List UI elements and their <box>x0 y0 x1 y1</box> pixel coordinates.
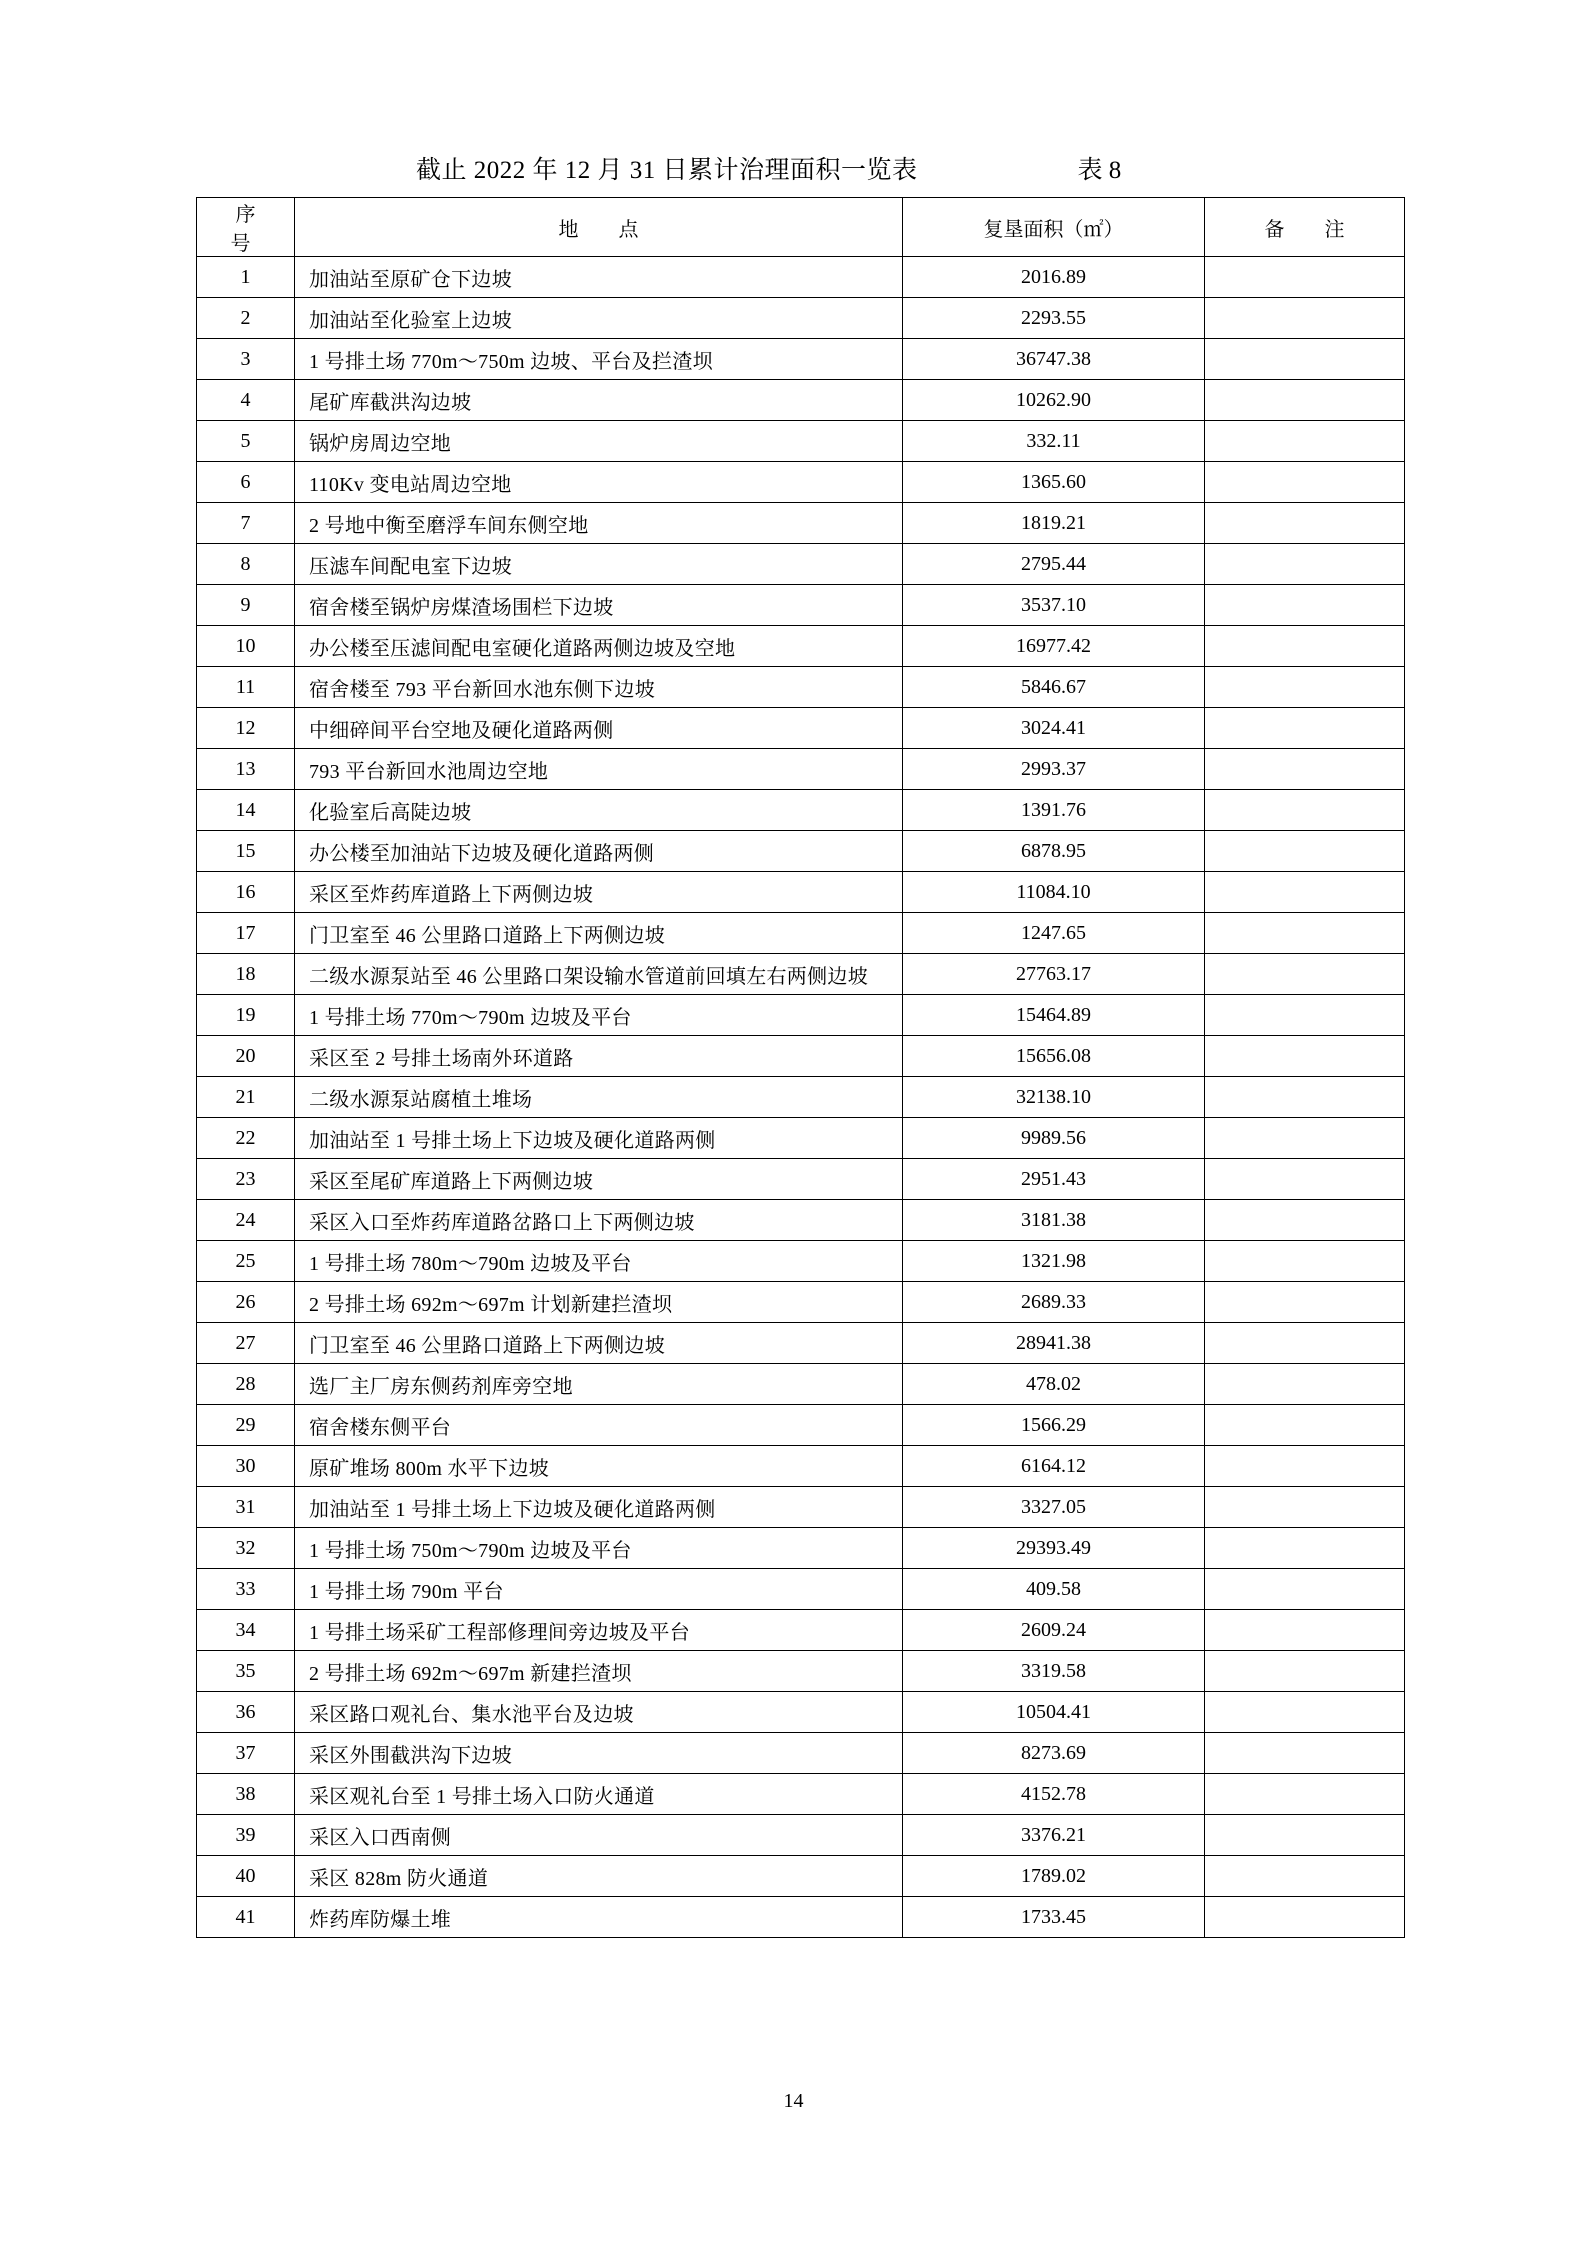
cell-place: 采区至炸药库道路上下两侧边坡 <box>295 872 903 913</box>
table-row <box>197 1323 1405 1364</box>
cell-place: 门卫室至 46 公里路口道路上下两侧边坡 <box>295 913 903 954</box>
cell-note <box>1205 1569 1405 1610</box>
table-header <box>197 198 1405 257</box>
cell-note <box>1205 1487 1405 1528</box>
table-row <box>197 544 1405 585</box>
cell-note <box>1205 995 1405 1036</box>
cell-place: 采区至 2 号排土场南外环道路 <box>295 1036 903 1077</box>
cell-note <box>1205 1897 1405 1938</box>
table-row <box>197 1200 1405 1241</box>
cell-note <box>1205 339 1405 380</box>
table-row <box>197 1856 1405 1897</box>
table-row <box>197 298 1405 339</box>
cell-area: 1247.65 <box>903 913 1205 954</box>
table-row <box>197 1897 1405 1938</box>
cell-index: 8 <box>197 544 295 585</box>
cell-area: 3327.05 <box>903 1487 1205 1528</box>
table-row <box>197 1446 1405 1487</box>
table-label: 表 8 <box>1077 157 1122 184</box>
table-row <box>197 1774 1405 1815</box>
table-row <box>197 790 1405 831</box>
table-row <box>197 1282 1405 1323</box>
cell-area: 1819.21 <box>903 503 1205 544</box>
cell-note <box>1205 1159 1405 1200</box>
cell-area: 332.11 <box>903 421 1205 462</box>
cell-index: 16 <box>197 872 295 913</box>
cell-place: 793 平台新回水池周边空地 <box>295 749 903 790</box>
cell-index: 27 <box>197 1323 295 1364</box>
page-title: 截止 2022 年 12 月 31 日累计治理面积一览表 <box>416 157 918 184</box>
cell-area: 9989.56 <box>903 1118 1205 1159</box>
cell-place: 选厂主厂房东侧药剂库旁空地 <box>295 1364 903 1405</box>
cell-note <box>1205 1405 1405 1446</box>
cell-index: 35 <box>197 1651 295 1692</box>
cell-note <box>1205 626 1405 667</box>
table-row <box>197 1118 1405 1159</box>
cell-index: 37 <box>197 1733 295 1774</box>
cell-area: 11084.10 <box>903 872 1205 913</box>
cell-area: 3376.21 <box>903 1815 1205 1856</box>
cell-note <box>1205 1323 1405 1364</box>
table-row <box>197 1569 1405 1610</box>
cell-index: 11 <box>197 667 295 708</box>
cell-area: 3024.41 <box>903 708 1205 749</box>
cell-area: 409.58 <box>903 1569 1205 1610</box>
cell-index: 3 <box>197 339 295 380</box>
table-row <box>197 1159 1405 1200</box>
cell-place: 采区入口至炸药库道路岔路口上下两侧边坡 <box>295 1200 903 1241</box>
page-number: 14 <box>783 2090 804 2112</box>
cell-place: 宿舍楼东侧平台 <box>295 1405 903 1446</box>
cell-area: 3537.10 <box>903 585 1205 626</box>
cell-area: 4152.78 <box>903 1774 1205 1815</box>
cell-area: 6878.95 <box>903 831 1205 872</box>
cell-note <box>1205 749 1405 790</box>
table-row <box>197 1815 1405 1856</box>
cell-area: 27763.17 <box>903 954 1205 995</box>
table-row <box>197 1364 1405 1405</box>
cell-area: 8273.69 <box>903 1733 1205 1774</box>
cell-area: 10262.90 <box>903 380 1205 421</box>
cell-index: 19 <box>197 995 295 1036</box>
cell-index: 2 <box>197 298 295 339</box>
cell-index: 20 <box>197 1036 295 1077</box>
cell-area: 3181.38 <box>903 1200 1205 1241</box>
cell-note <box>1205 954 1405 995</box>
cell-area: 6164.12 <box>903 1446 1205 1487</box>
cell-area: 1391.76 <box>903 790 1205 831</box>
cell-index: 30 <box>197 1446 295 1487</box>
cell-index: 12 <box>197 708 295 749</box>
table-row <box>197 257 1405 298</box>
cell-place: 炸药库防爆土堆 <box>295 1897 903 1938</box>
cell-area: 15464.89 <box>903 995 1205 1036</box>
column-header-area: 复垦面积（㎡） <box>903 198 1205 257</box>
cell-place: 采区至尾矿库道路上下两侧边坡 <box>295 1159 903 1200</box>
table-row <box>197 462 1405 503</box>
cell-index: 38 <box>197 1774 295 1815</box>
cell-place: 加油站至化验室上边坡 <box>295 298 903 339</box>
cell-index: 40 <box>197 1856 295 1897</box>
table-body <box>197 257 1405 1938</box>
cell-place: 2 号地中衡至磨浮车间东侧空地 <box>295 503 903 544</box>
cell-note <box>1205 1692 1405 1733</box>
cell-area: 478.02 <box>903 1364 1205 1405</box>
cell-index: 39 <box>197 1815 295 1856</box>
table-row <box>197 1241 1405 1282</box>
table-row <box>197 1733 1405 1774</box>
cell-place: 1 号排土场 770m～750m 边坡、平台及拦渣坝 <box>295 339 903 380</box>
cell-place: 化验室后高陡边坡 <box>295 790 903 831</box>
cell-area: 1733.45 <box>903 1897 1205 1938</box>
cell-index: 31 <box>197 1487 295 1528</box>
cell-note <box>1205 380 1405 421</box>
cell-place: 采区入口西南侧 <box>295 1815 903 1856</box>
cell-index: 24 <box>197 1200 295 1241</box>
cell-note <box>1205 831 1405 872</box>
table-row <box>197 339 1405 380</box>
cell-index: 7 <box>197 503 295 544</box>
table-row <box>197 1610 1405 1651</box>
cell-note <box>1205 585 1405 626</box>
cell-place: 1 号排土场 750m～790m 边坡及平台 <box>295 1528 903 1569</box>
table-row <box>197 1528 1405 1569</box>
cell-place: 2 号排土场 692m～697m 新建拦渣坝 <box>295 1651 903 1692</box>
cell-place: 采区路口观礼台、集水池平台及边坡 <box>295 1692 903 1733</box>
column-header-note: 备 注 <box>1205 198 1405 257</box>
table-row <box>197 626 1405 667</box>
cell-area: 1365.60 <box>903 462 1205 503</box>
cell-place: 加油站至 1 号排土场上下边坡及硬化道路两侧 <box>295 1118 903 1159</box>
table-row <box>197 995 1405 1036</box>
table-row <box>197 749 1405 790</box>
cell-note <box>1205 1200 1405 1241</box>
cell-area: 3319.58 <box>903 1651 1205 1692</box>
cell-area: 2689.33 <box>903 1282 1205 1323</box>
cell-index: 25 <box>197 1241 295 1282</box>
cell-place: 加油站至 1 号排土场上下边坡及硬化道路两侧 <box>295 1487 903 1528</box>
cell-note <box>1205 667 1405 708</box>
cell-area: 2795.44 <box>903 544 1205 585</box>
cell-note <box>1205 1528 1405 1569</box>
cell-place: 原矿堆场 800m 水平下边坡 <box>295 1446 903 1487</box>
cell-index: 15 <box>197 831 295 872</box>
cell-place: 110Kv 变电站周边空地 <box>295 462 903 503</box>
cell-index: 1 <box>197 257 295 298</box>
cell-index: 21 <box>197 1077 295 1118</box>
cell-place: 中细碎间平台空地及硬化道路两侧 <box>295 708 903 749</box>
cell-note <box>1205 544 1405 585</box>
cell-place: 宿舍楼至锅炉房煤渣场围栏下边坡 <box>295 585 903 626</box>
cell-area: 2951.43 <box>903 1159 1205 1200</box>
cell-note <box>1205 1856 1405 1897</box>
cell-place: 二级水源泵站腐植土堆场 <box>295 1077 903 1118</box>
cell-note <box>1205 1077 1405 1118</box>
cell-area: 5846.67 <box>903 667 1205 708</box>
table-row <box>197 954 1405 995</box>
table-row <box>197 1692 1405 1733</box>
table-row <box>197 831 1405 872</box>
cell-note <box>1205 257 1405 298</box>
cell-area: 28941.38 <box>903 1323 1205 1364</box>
cell-note <box>1205 1815 1405 1856</box>
cell-place: 采区 828m 防火通道 <box>295 1856 903 1897</box>
cell-note <box>1205 1651 1405 1692</box>
table-row <box>197 1651 1405 1692</box>
cell-note <box>1205 1241 1405 1282</box>
cell-place: 采区观礼台至 1 号排土场入口防火通道 <box>295 1774 903 1815</box>
table-row <box>197 1036 1405 1077</box>
reclamation-area-table <box>196 197 1405 1938</box>
cell-area: 2293.55 <box>903 298 1205 339</box>
cell-area: 15656.08 <box>903 1036 1205 1077</box>
cell-index: 34 <box>197 1610 295 1651</box>
cell-index: 28 <box>197 1364 295 1405</box>
cell-area: 1321.98 <box>903 1241 1205 1282</box>
cell-area: 2016.89 <box>903 257 1205 298</box>
cell-place: 锅炉房周边空地 <box>295 421 903 462</box>
table-row <box>197 1487 1405 1528</box>
cell-place: 2 号排土场 692m～697m 计划新建拦渣坝 <box>295 1282 903 1323</box>
cell-area: 32138.10 <box>903 1077 1205 1118</box>
table-row <box>197 872 1405 913</box>
cell-index: 6 <box>197 462 295 503</box>
cell-note <box>1205 708 1405 749</box>
cell-note <box>1205 1036 1405 1077</box>
cell-index: 10 <box>197 626 295 667</box>
cell-index: 29 <box>197 1405 295 1446</box>
cell-area: 36747.38 <box>903 339 1205 380</box>
cell-place: 加油站至原矿仓下边坡 <box>295 257 903 298</box>
cell-area: 29393.49 <box>903 1528 1205 1569</box>
cell-area: 1566.29 <box>903 1405 1205 1446</box>
cell-note <box>1205 421 1405 462</box>
table-row <box>197 503 1405 544</box>
cell-note <box>1205 1364 1405 1405</box>
title-row <box>196 150 1416 186</box>
cell-index: 41 <box>197 1897 295 1938</box>
cell-place: 办公楼至压滤间配电室硬化道路两侧边坡及空地 <box>295 626 903 667</box>
cell-note <box>1205 1446 1405 1487</box>
cell-index: 36 <box>197 1692 295 1733</box>
cell-note <box>1205 913 1405 954</box>
cell-place: 宿舍楼至 793 平台新回水池东侧下边坡 <box>295 667 903 708</box>
table-row <box>197 1077 1405 1118</box>
cell-note <box>1205 503 1405 544</box>
cell-index: 26 <box>197 1282 295 1323</box>
table-row <box>197 708 1405 749</box>
cell-note <box>1205 1610 1405 1651</box>
cell-index: 17 <box>197 913 295 954</box>
cell-place: 办公楼至加油站下边坡及硬化道路两侧 <box>295 831 903 872</box>
cell-index: 9 <box>197 585 295 626</box>
cell-index: 23 <box>197 1159 295 1200</box>
column-header-place: 地 点 <box>295 198 903 257</box>
column-header-index: 序 号 <box>197 198 295 257</box>
cell-place: 1 号排土场 780m～790m 边坡及平台 <box>295 1241 903 1282</box>
cell-place: 采区外围截洪沟下边坡 <box>295 1733 903 1774</box>
cell-note <box>1205 1282 1405 1323</box>
cell-place: 1 号排土场采矿工程部修理间旁边坡及平台 <box>295 1610 903 1651</box>
cell-area: 2993.37 <box>903 749 1205 790</box>
cell-place: 压滤车间配电室下边坡 <box>295 544 903 585</box>
cell-index: 33 <box>197 1569 295 1610</box>
cell-index: 18 <box>197 954 295 995</box>
cell-index: 32 <box>197 1528 295 1569</box>
cell-area: 16977.42 <box>903 626 1205 667</box>
cell-index: 14 <box>197 790 295 831</box>
table-header-row <box>197 198 1405 257</box>
cell-place: 1 号排土场 770m～790m 边坡及平台 <box>295 995 903 1036</box>
cell-note <box>1205 1774 1405 1815</box>
cell-note <box>1205 872 1405 913</box>
table-row <box>197 421 1405 462</box>
cell-area: 10504.41 <box>903 1692 1205 1733</box>
cell-index: 5 <box>197 421 295 462</box>
cell-index: 22 <box>197 1118 295 1159</box>
cell-note <box>1205 1118 1405 1159</box>
cell-note <box>1205 1733 1405 1774</box>
cell-area: 2609.24 <box>903 1610 1205 1651</box>
table-row <box>197 585 1405 626</box>
cell-note <box>1205 790 1405 831</box>
cell-place: 1 号排土场 790m 平台 <box>295 1569 903 1610</box>
cell-index: 13 <box>197 749 295 790</box>
table-row <box>197 1405 1405 1446</box>
cell-place: 尾矿库截洪沟边坡 <box>295 380 903 421</box>
cell-note <box>1205 298 1405 339</box>
cell-area: 1789.02 <box>903 1856 1205 1897</box>
table-row <box>197 380 1405 421</box>
table-row <box>197 913 1405 954</box>
cell-index: 4 <box>197 380 295 421</box>
cell-place: 二级水源泵站至 46 公里路口架设输水管道前回填左右两侧边坡 <box>295 954 903 995</box>
cell-place: 门卫室至 46 公里路口道路上下两侧边坡 <box>295 1323 903 1364</box>
cell-note <box>1205 462 1405 503</box>
table-row <box>197 667 1405 708</box>
